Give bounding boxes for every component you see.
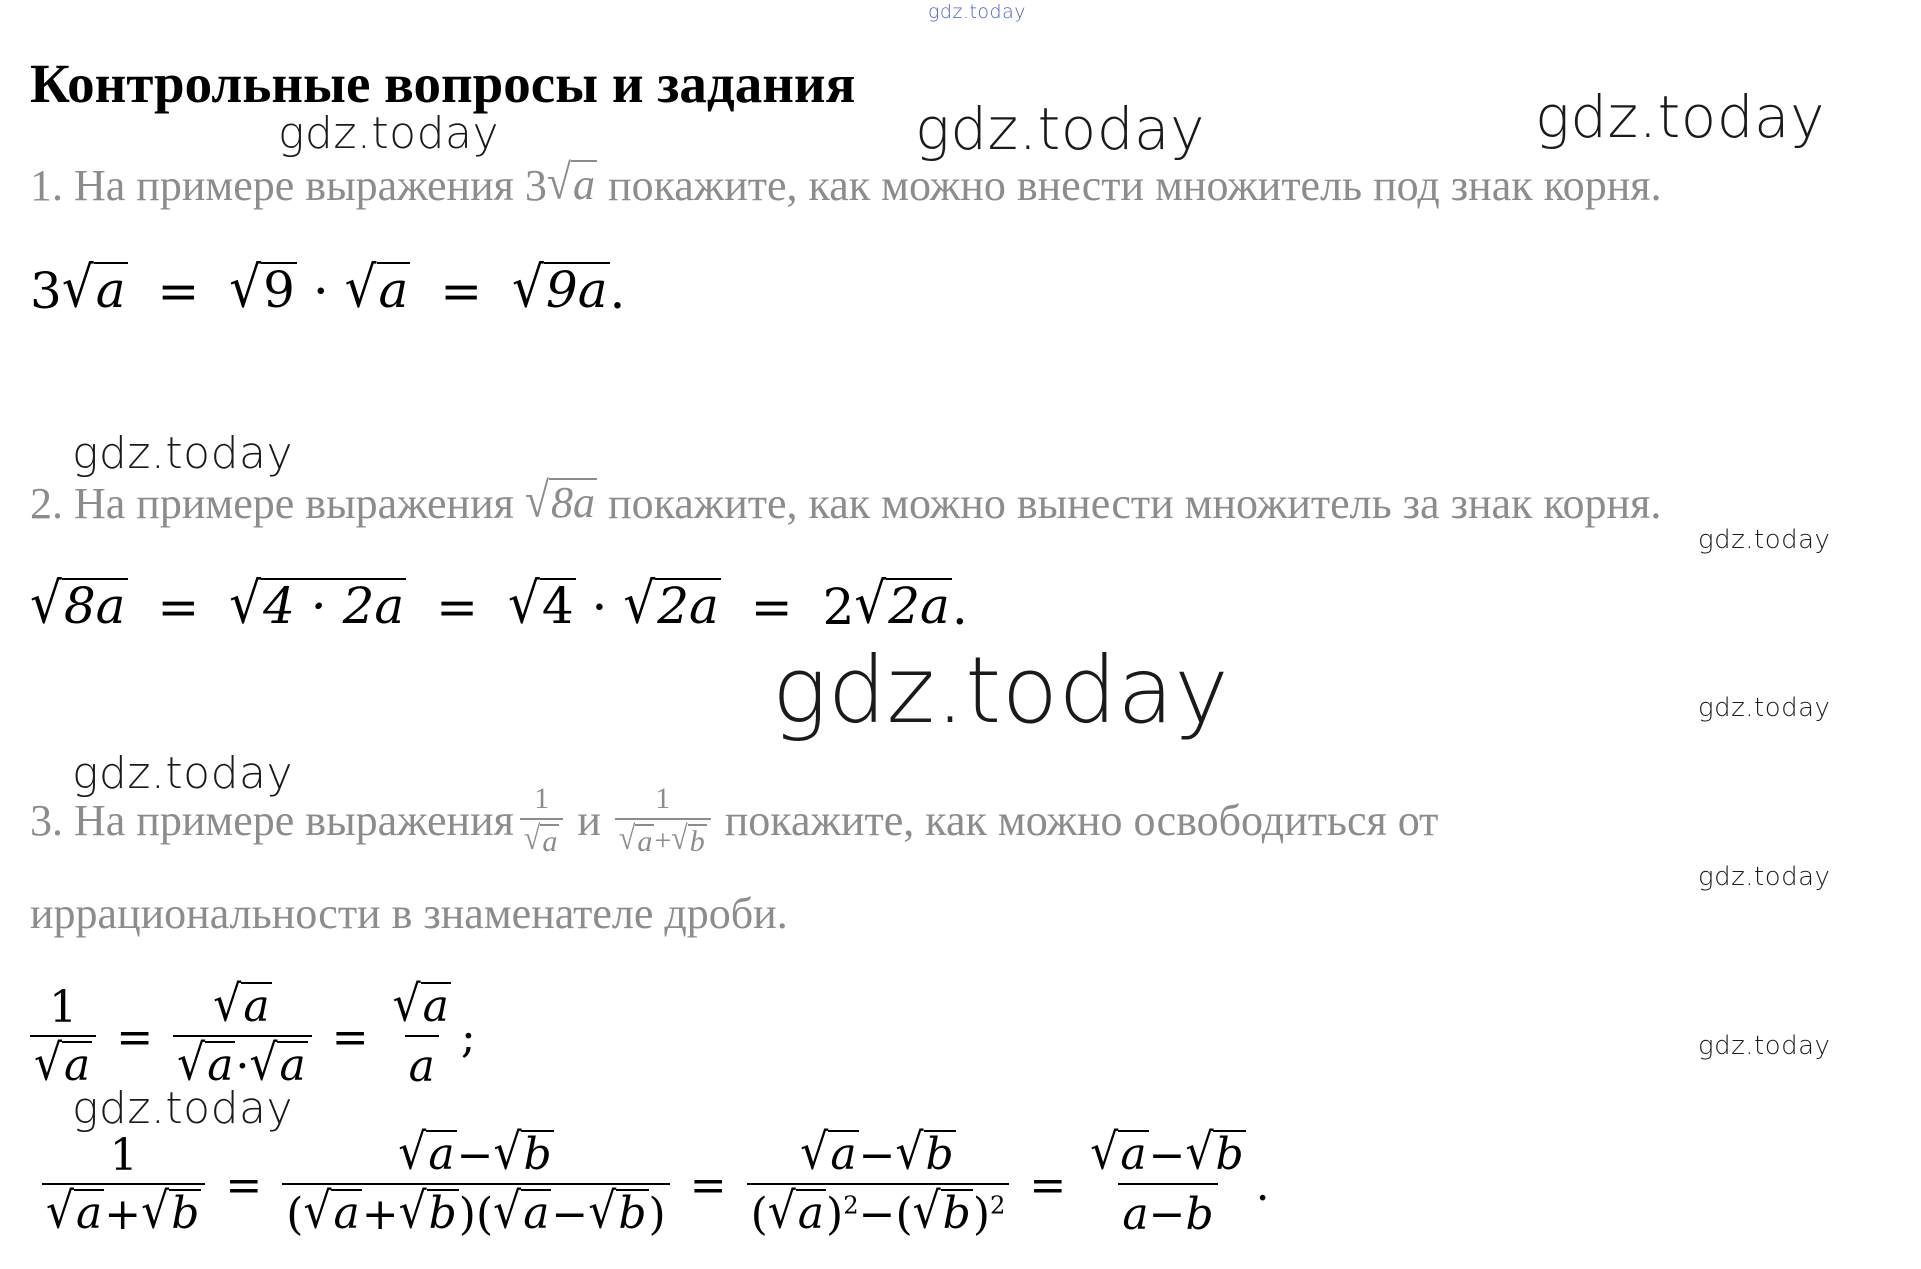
plus: + (654, 824, 672, 857)
radicand: 8a (551, 478, 596, 527)
sqrt: √ 2a (854, 571, 950, 636)
question-3-line-2: иррациональности в знаменателе дроби. (30, 889, 788, 938)
watermark: gdz.today (1535, 83, 1825, 151)
sqrt: √ a (800, 1123, 857, 1181)
sqrt: √ a (34, 1034, 91, 1092)
minus: − (1148, 1189, 1186, 1240)
conjunction: и (577, 795, 601, 845)
sqrt: √ 4 (507, 571, 574, 636)
equals: = (1029, 1159, 1067, 1211)
sqrt: √ b (398, 1182, 457, 1240)
watermark: gdz.today (1698, 1031, 1831, 1061)
sqrt: √ 8a (30, 571, 126, 636)
sqrt: √ b (493, 1123, 552, 1181)
coefficient: 2 (822, 578, 855, 636)
radicand: b (618, 1188, 647, 1239)
variable: b (1185, 1189, 1214, 1240)
sqrt: √ a (46, 1182, 103, 1240)
sqrt: √ a (546, 155, 596, 210)
radicand: a (797, 1188, 825, 1239)
equals: = (157, 262, 200, 320)
question-3-text-a: 3. На примере выражения (30, 795, 514, 845)
sqrt: √ 8a (524, 473, 596, 528)
fraction (282, 1123, 669, 1240)
minus: − (456, 1130, 494, 1181)
watermark: gdz.today (72, 428, 294, 479)
minus: − (1148, 1130, 1186, 1181)
radicand: 4 (541, 577, 574, 635)
watermark: gdz.today (1698, 862, 1831, 892)
fraction (615, 782, 711, 858)
fraction (30, 982, 96, 1092)
sqrt: √ a (523, 819, 558, 858)
numerator: 1 (655, 782, 671, 815)
watermark: gdz.today (772, 637, 1230, 744)
watermark: gdz.today (1698, 693, 1831, 723)
paren: ) (648, 1189, 666, 1240)
radicand: a (279, 1040, 306, 1091)
sqrt: √ 4 · 2a (229, 571, 405, 636)
variable: a (1122, 1189, 1149, 1240)
dot: · (312, 262, 329, 320)
radicand: a (378, 261, 409, 319)
semicolon: ; (460, 1011, 476, 1063)
sqrt: √ a (1090, 1123, 1147, 1181)
radicand: 2a (888, 577, 950, 635)
fraction (520, 782, 563, 858)
paren: ) (826, 1189, 844, 1240)
minus: − (858, 1189, 896, 1240)
question-3-text-b: покажите, как можно освободиться от (724, 795, 1439, 845)
watermark: gdz.today (72, 748, 294, 799)
dot: · (591, 578, 608, 636)
answer-3-line-2 (36, 1123, 1270, 1240)
sqrt: √ a (618, 819, 653, 858)
fraction (173, 975, 312, 1092)
sqrt: √ a (398, 1123, 455, 1181)
minus: − (551, 1189, 589, 1240)
radicand: a (523, 1188, 550, 1239)
sqrt: √ b (141, 1182, 200, 1240)
radicand: 9a (545, 261, 608, 319)
plus: + (361, 1189, 399, 1240)
answer-3-line-1 (24, 975, 476, 1092)
watermark: gdz.today (1698, 525, 1831, 555)
answer-2 (30, 571, 968, 636)
period: . (609, 262, 626, 320)
equals: = (157, 578, 200, 636)
sqrt: √ a (249, 1034, 306, 1092)
question-3 (30, 782, 1438, 858)
dot: · (235, 1041, 250, 1092)
radicand: b (1215, 1129, 1244, 1180)
radicand: a (207, 1040, 234, 1091)
paren: ( (475, 1189, 494, 1240)
watermark: gdz.today (278, 108, 500, 159)
answer-1 (30, 255, 626, 320)
exponent: 2 (843, 1191, 859, 1220)
equals: = (750, 578, 793, 636)
paren: ) (458, 1189, 476, 1240)
numerator: 1 (49, 982, 78, 1033)
radicand: a (428, 1129, 455, 1180)
watermark: gdz.today (72, 1083, 294, 1134)
sqrt: √ b (895, 1123, 954, 1181)
radicand: a (64, 1040, 91, 1091)
sqrt: √ a (177, 1034, 234, 1092)
question-1-text-a: 1. На примере выражения 3 (30, 161, 547, 210)
paren: ( (286, 1189, 304, 1240)
numerator: 1 (534, 782, 550, 815)
radicand: 8a (63, 577, 126, 635)
question-2-text-b: покажите, как можно вынести множитель за знак корня. (608, 479, 1662, 528)
equals: = (116, 1011, 154, 1063)
question-1-text-b: покажите, как можно внести множитель под знак корня. (608, 161, 1662, 210)
radicand: b (942, 1188, 971, 1239)
page-title: Контрольные вопросы и задания (30, 53, 856, 114)
exponent: 2 (990, 1191, 1006, 1220)
radicand: 4 · 2a (263, 577, 405, 635)
radicand: a (1120, 1129, 1147, 1180)
sqrt: √ b (588, 1182, 647, 1240)
fraction (1086, 1123, 1249, 1240)
sqrt: √ a (213, 975, 270, 1033)
equals: = (436, 578, 479, 636)
sqrt: √ a (392, 975, 449, 1033)
radicand: b (428, 1188, 457, 1239)
radicand: a (76, 1188, 103, 1239)
radicand: a (422, 981, 449, 1032)
plus: + (104, 1189, 142, 1240)
period: . (1255, 1159, 1270, 1211)
radicand: a (637, 825, 653, 858)
sqrt: √ b (671, 819, 705, 858)
radicand: b (171, 1188, 200, 1239)
radicand: b (689, 825, 705, 858)
radicand: a (830, 1129, 857, 1180)
paren: ( (895, 1189, 913, 1240)
sqrt: √ 9 (229, 255, 295, 320)
radicand: a (243, 981, 270, 1032)
coefficient: 3 (30, 262, 62, 320)
sqrt: √ a (61, 255, 126, 320)
paren: ( (750, 1189, 768, 1240)
sqrt: √ a (303, 1182, 360, 1240)
sqrt: √ a (767, 1182, 825, 1240)
equals: = (331, 1011, 369, 1063)
radicand: 9 (263, 261, 295, 319)
denominator: a (405, 1035, 439, 1092)
radicand: b (523, 1129, 552, 1180)
fraction (747, 1123, 1010, 1240)
equals: = (440, 262, 483, 320)
equals: = (689, 1159, 727, 1211)
watermark: gdz.today (915, 95, 1205, 163)
equals: = (225, 1159, 263, 1211)
radicand: a (95, 261, 126, 319)
sqrt: √ 2a (623, 571, 719, 636)
period: . (951, 578, 968, 636)
question-1 (30, 155, 1662, 211)
fraction (42, 1130, 205, 1240)
fraction (389, 975, 455, 1092)
sqrt: √ b (1185, 1123, 1244, 1181)
radicand: a (333, 1188, 360, 1239)
paren: ) (972, 1189, 991, 1240)
sqrt: √ a (493, 1182, 550, 1240)
question-2 (30, 473, 1662, 529)
radicand: 2a (657, 577, 719, 635)
minus: − (858, 1130, 896, 1181)
sqrt: √ b (912, 1182, 971, 1240)
numerator: 1 (109, 1130, 138, 1181)
sqrt: √ a (344, 255, 409, 320)
watermark-top: gdz.today (928, 1, 1026, 23)
radicand: a (542, 825, 558, 858)
radicand: a (573, 160, 596, 209)
sqrt: √ 9a (512, 255, 608, 320)
question-2-text-a: 2. На примере выражения (30, 479, 514, 528)
radicand: b (925, 1129, 954, 1180)
